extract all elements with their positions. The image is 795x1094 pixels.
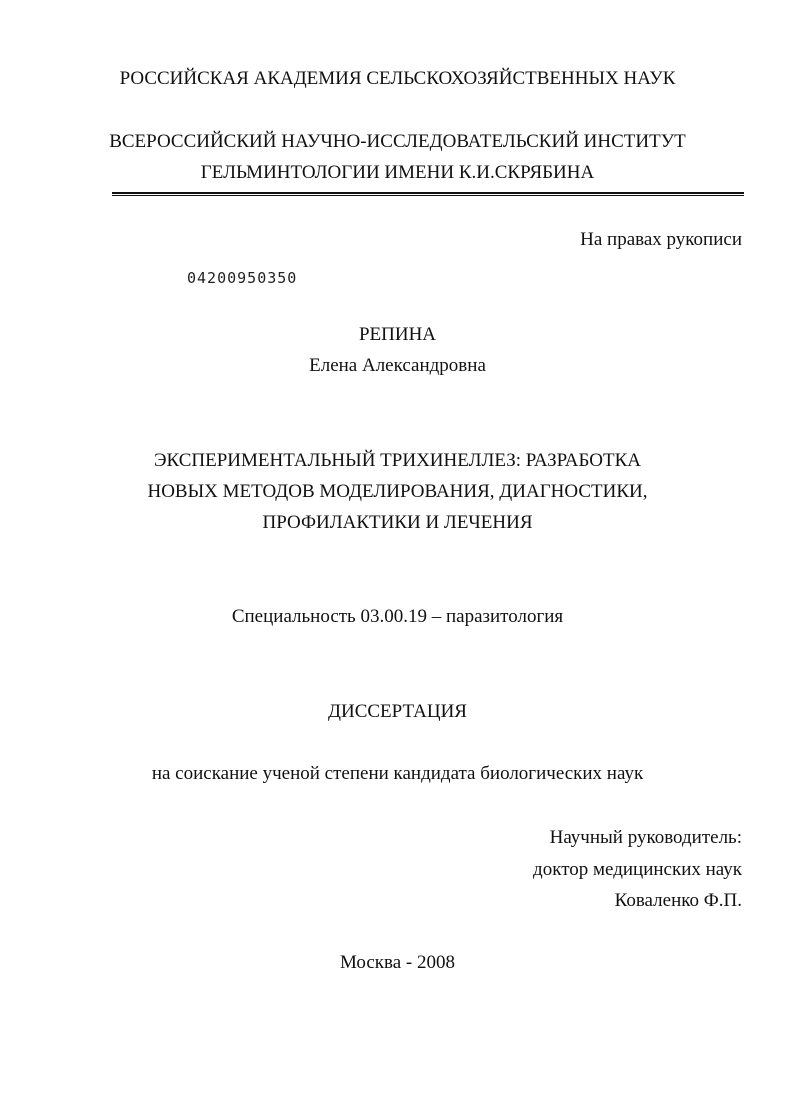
- specialty: Специальность 03.00.19 – паразитология: [231, 606, 564, 627]
- header-divider: [112, 192, 744, 196]
- academy-name: РОССИЙСКАЯ АКАДЕМИЯ СЕЛЬСКОХОЗЯЙСТВЕННЫХ НАУК: [119, 68, 676, 89]
- author-given-names: Елена Александровна: [309, 355, 486, 376]
- supervisor-name: Коваленко Ф.П.: [614, 890, 742, 911]
- institute-name-line1: ВСЕРОССИЙСКИЙ НАУЧНО-ИССЛЕДОВАТЕЛЬСКИЙ ИНСТИТУТ: [109, 131, 686, 152]
- title-line-2: НОВЫХ МЕТОДОВ МОДЕЛИРОВАНИЯ, ДИАГНОСТИКИ,: [147, 481, 648, 502]
- document-type: ДИССЕРТАЦИЯ: [328, 701, 467, 722]
- title-line-1: ЭКСПЕРИМЕНТАЛЬНЫЙ ТРИХИНЕЛЛЕЗ: РАЗРАБОТКА: [153, 450, 642, 471]
- degree-sought: на соискание ученой степени кандидата биологических наук: [151, 763, 644, 784]
- manuscript-note: На правах рукописи: [580, 229, 742, 250]
- place-year: Москва - 2008: [339, 952, 456, 973]
- title-line-3: ПРОФИЛАКТИКИ И ЛЕЧЕНИЯ: [262, 512, 533, 533]
- institute-name-line2: ГЕЛЬМИНТОЛОГИИ ИМЕНИ К.И.СКРЯБИНА: [200, 162, 595, 183]
- supervisor-label: Научный руководитель:: [549, 827, 742, 848]
- registration-code: 04200950350: [187, 269, 298, 287]
- supervisor-degree: доктор медицинских наук: [533, 859, 742, 880]
- author-surname: РЕПИНА: [358, 324, 437, 345]
